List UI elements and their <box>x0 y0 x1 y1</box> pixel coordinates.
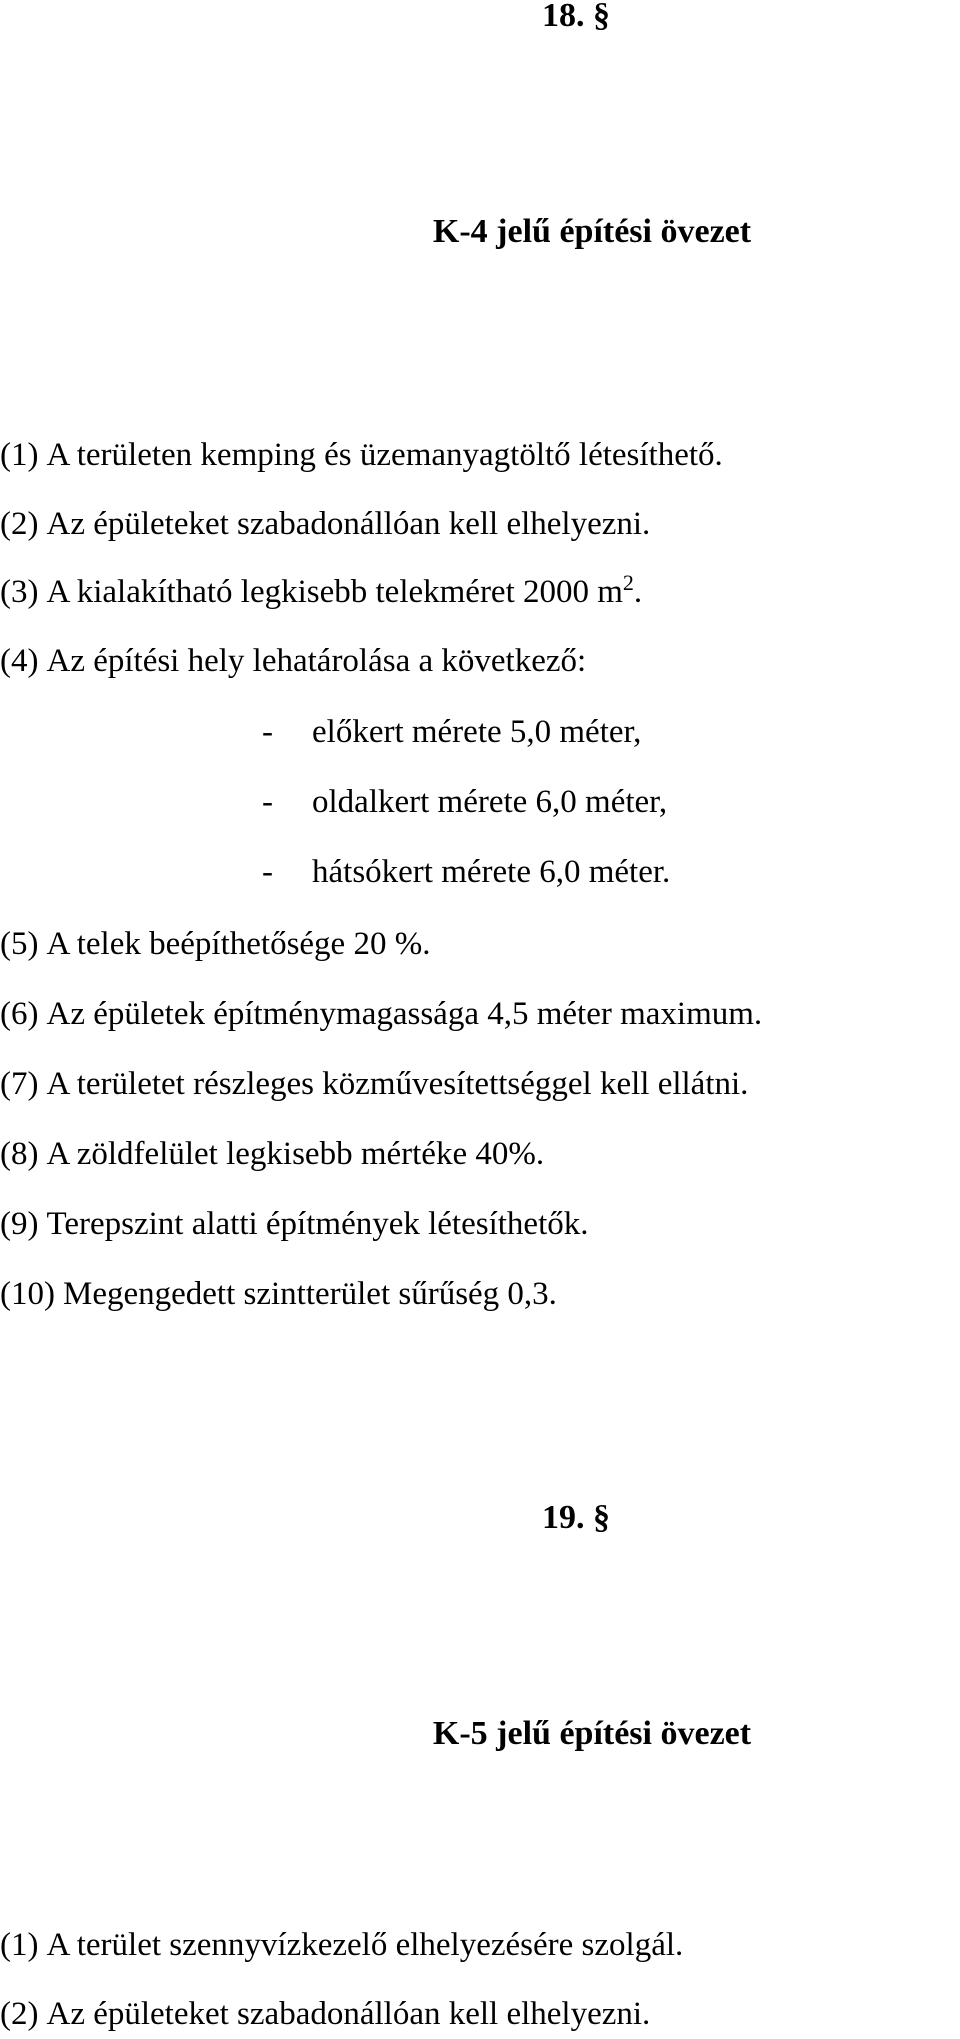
dash-marker: - <box>262 854 273 890</box>
section-mark-19: 19. § <box>542 1499 610 1536</box>
paragraph-tail: . <box>633 574 643 610</box>
paragraph-text: A terület szennyvízkezelő elhelyezésére szolgál. <box>46 1927 684 1963</box>
paragraph-number: (9) <box>0 1206 39 1242</box>
paragraph-number: (1) <box>0 437 39 473</box>
paragraph-number: (5) <box>0 926 39 962</box>
paragraph-9 <box>0 1204 589 1244</box>
paragraph-7 <box>0 1064 748 1104</box>
paragraph-text: Megengedett szintterület sűrűség 0,3. <box>62 1276 557 1312</box>
section-title-18: K-4 jelű építési övezet <box>432 213 752 250</box>
dash-marker: - <box>262 784 273 820</box>
section-title-19: K-5 jelű építési övezet <box>432 1715 752 1752</box>
paragraph-number: (3) <box>0 574 39 610</box>
paragraph-1 <box>0 435 723 475</box>
section-mark-18: 18. § <box>542 0 610 34</box>
paragraph-number: (4) <box>0 643 39 679</box>
paragraph-19-2 <box>0 1994 650 2034</box>
paragraph-5 <box>0 924 430 964</box>
dash-item-text: előkert mérete 5,0 méter, <box>312 714 642 750</box>
paragraph-text: A kialakítható legkisebb telekméret 2000 m <box>46 574 623 610</box>
paragraph-number: (6) <box>0 996 39 1032</box>
dash-marker: - <box>262 714 273 750</box>
paragraph-6 <box>0 994 762 1034</box>
paragraph-10 <box>0 1274 557 1314</box>
superscript: 2 <box>622 570 634 595</box>
paragraph-2 <box>0 504 650 544</box>
dash-item-1 <box>262 712 641 752</box>
paragraph-text: Az építési hely lehatárolása a következő: <box>46 643 587 679</box>
paragraph-8 <box>0 1134 544 1174</box>
paragraph-text: Az épületek építménymagassága 4,5 méter maximum. <box>46 996 763 1032</box>
paragraph-number: (10) <box>0 1276 55 1312</box>
paragraph-text: A területen kemping és üzemanyagtöltő létesíthető. <box>46 437 723 473</box>
paragraph-text: Az épületeket szabadonállóan kell elhelyezni. <box>46 1996 651 2032</box>
paragraph-number: (7) <box>0 1066 39 1102</box>
paragraph-text: A területet részleges közművesítettséggel kell ellátni. <box>46 1066 749 1102</box>
paragraph-text: Az épületeket szabadonállóan kell elhelyezni. <box>46 506 651 542</box>
paragraph-text: Terepszint alatti építmények létesíthetők. <box>46 1206 589 1242</box>
dash-item-3 <box>262 852 670 892</box>
paragraph-4 <box>0 641 586 681</box>
paragraph-3 <box>0 572 642 612</box>
paragraph-text: A telek beépíthetősége 20 %. <box>46 926 431 962</box>
paragraph-number: (2) <box>0 1996 39 2032</box>
paragraph-number: (1) <box>0 1927 39 1963</box>
paragraph-number: (8) <box>0 1136 39 1172</box>
dash-item-text: oldalkert mérete 6,0 méter, <box>312 784 668 820</box>
dash-item-text: hátsókert mérete 6,0 méter. <box>312 854 671 890</box>
paragraph-number: (2) <box>0 506 39 542</box>
paragraph-19-1 <box>0 1925 683 1965</box>
dash-item-2 <box>262 782 667 822</box>
paragraph-text: A zöldfelület legkisebb mértéke 40%. <box>46 1136 545 1172</box>
